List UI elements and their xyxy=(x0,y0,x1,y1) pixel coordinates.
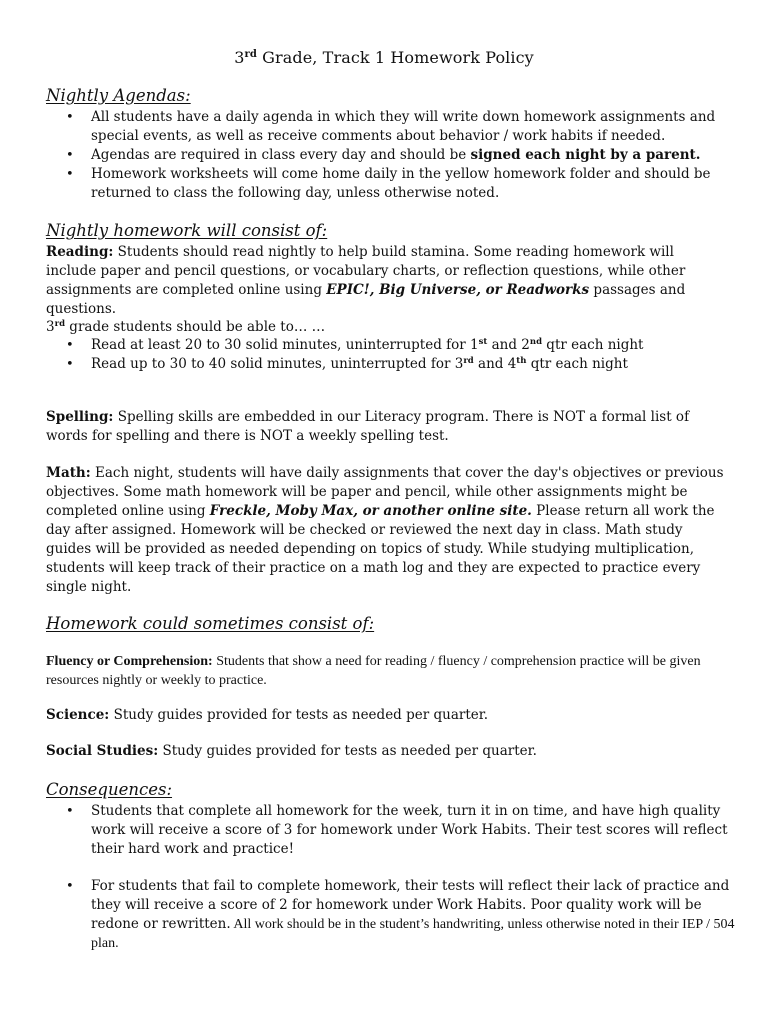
fluency-label: Fluency or Comprehension: xyxy=(46,654,213,669)
social-studies-paragraph: Social Studies: Study guides provided for tests as needed per quarter. xyxy=(46,743,537,759)
consequences-heading: Consequences: xyxy=(46,780,173,799)
list-item: • Students that complete all homework for the week, turn it in on time, and have high quality work will receive a score of 3 for homework under Work Habits. Their test scores will reflect their hard work and practice! xyxy=(66,803,728,857)
science-label: Science: xyxy=(46,707,110,723)
reading-paragraph: Reading: Students should read nightly to help build stamina. Some reading homework will include paper and pencil questions, or vocabulary charts, or reflection questions, while other assignments are completed online using EPIC!, Big Universe, or Readworks passages and questions. xyxy=(46,244,686,317)
spelling-paragraph: Spelling: Spelling skills are embedded in our Literacy program. There is NOT a formal list of words for spelling and there is NOT a weekly spelling test. xyxy=(46,409,690,444)
reading-label: Reading: xyxy=(46,244,114,260)
fluency-paragraph: Fluency or Comprehension: Students that show a need for reading / fluency / comprehension practice will be given resources nightly or weekly to practice. xyxy=(46,654,701,688)
spelling-label: Spelling: xyxy=(46,409,114,425)
list-item: • For students that fail to complete homework, their tests will reflect their lack of practice and they will receive a score of 2 for homework under Work Habits. Poor quality work will be redone or rewritten. All work should be in the student’s handwriting, unless otherwise noted in their IEP / 504 plan. xyxy=(66,878,735,951)
nightly-homework-heading: Nightly homework will consist of: xyxy=(46,221,328,240)
page-title: 3rd Grade, Track 1 Homework Policy xyxy=(234,48,534,67)
reading-goals-list xyxy=(46,336,736,374)
list-item: • Read up to 30 to 40 solid minutes, uninterrupted for 3rd and 4th qtr each night xyxy=(66,356,628,372)
social-studies-label: Social Studies: xyxy=(46,743,159,759)
math-label: Math: xyxy=(46,465,91,481)
nightly-agendas-heading: Nightly Agendas: xyxy=(46,86,191,105)
agendas-list xyxy=(46,108,736,203)
science-paragraph: Science: Study guides provided for tests as needed per quarter. xyxy=(46,707,489,723)
list-item: • All students have a daily agenda in which they will write down homework assignments and special events, as well as receive comments about behavior / work habits if needed. xyxy=(66,109,716,144)
list-item: • Read at least 20 to 30 solid minutes, uninterrupted for 1st and 2nd qtr each night xyxy=(66,337,644,353)
consequences-list xyxy=(46,802,736,859)
grade-able-line: 3rd grade students should be able to… … xyxy=(46,319,326,335)
list-item: • Agendas are required in class every day and should be signed each night by a parent. xyxy=(66,147,701,163)
list-item: • Homework worksheets will come home daily in the yellow homework folder and should be returned to class the following day, unless otherwise noted. xyxy=(66,166,711,201)
math-paragraph: Math: Each night, students will have daily assignments that cover the day's objectives or previous objectives. Some math homework will be paper and pencil, while other assignments might be completed online using Freckle, Moby Max, or another online site. Please return all work the day after assigned. Homework will be checked or reviewed the next day in class. Math study guides will be provided as needed depending on topics of study. While studying multiplication, students will keep track of their practice on a math log and they are expected to practice every single night. xyxy=(46,465,724,595)
sometimes-heading: Homework could sometimes consist of: xyxy=(46,614,375,633)
consequences-list-2 xyxy=(46,877,736,953)
